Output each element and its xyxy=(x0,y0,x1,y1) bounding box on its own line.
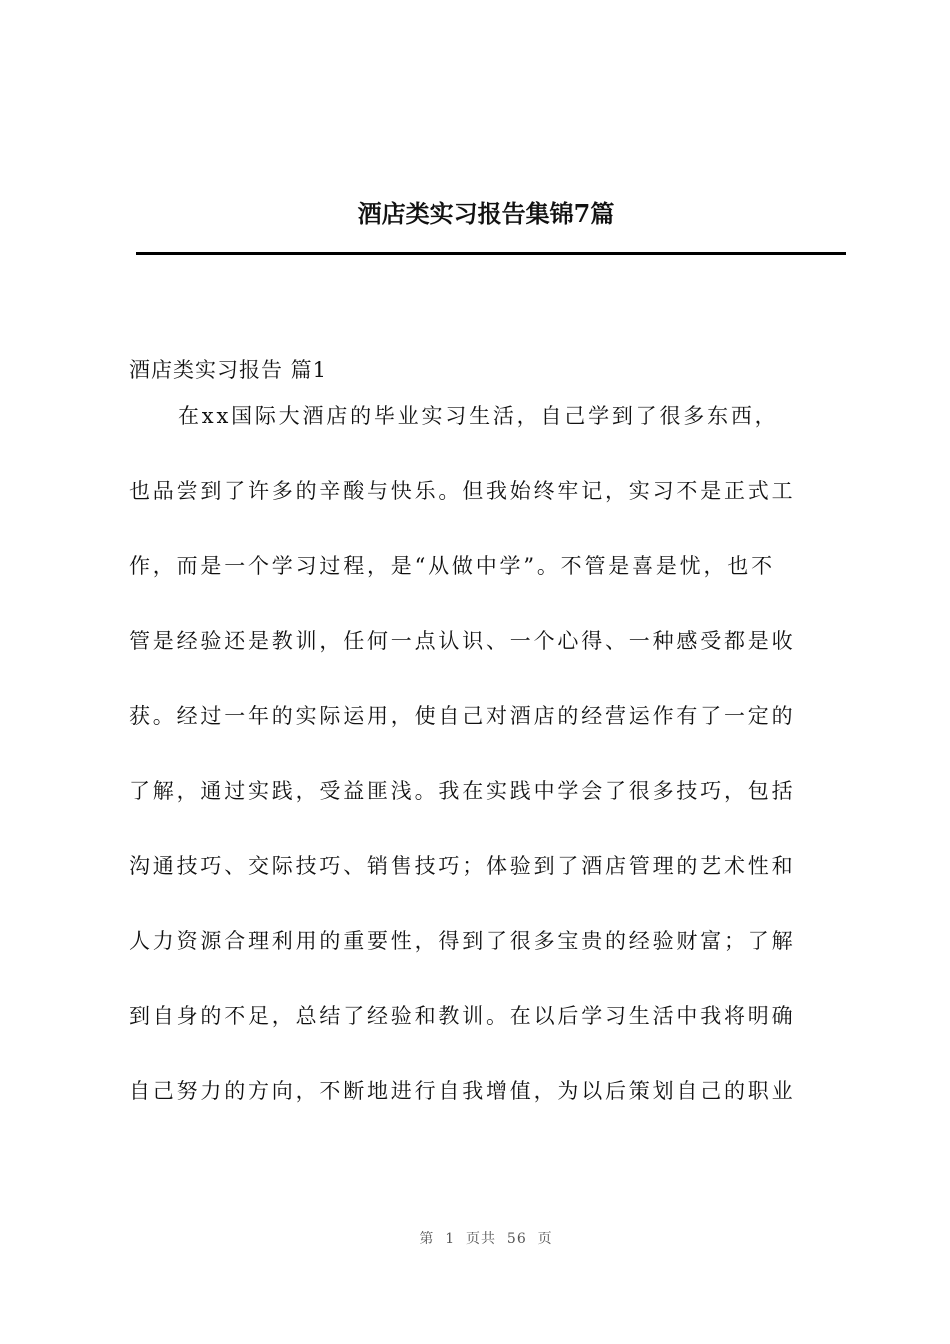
body-line: 了解，通过实践，受益匪浅。我在实践中学会了很多技巧，包括 xyxy=(129,779,796,803)
body-line: 也品尝到了许多的辛酸与快乐。但我始终牢记，实习不是正式工 xyxy=(129,479,796,503)
body-line: 管是经验还是教训，任何一点认识、一个心得、一种感受都是收 xyxy=(129,629,796,653)
body-line: 人力资源合理利用的重要性，得到了很多宝贵的经验财富；了解 xyxy=(129,929,796,953)
body-line: 到自身的不足，总结了经验和教训。在以后学习生活中我将明确 xyxy=(129,1004,796,1028)
body-line: 在xx国际大酒店的毕业实习生活，自己学到了很多东西， xyxy=(178,404,779,428)
page-title: 酒店类实习报告集锦7篇 xyxy=(357,199,615,228)
title-divider xyxy=(136,252,846,255)
page-footer: 第 1 页共 56 页 xyxy=(419,1231,553,1247)
section-heading: 酒店类实习报告 篇1 xyxy=(129,358,328,382)
body-text xyxy=(129,400,844,1150)
body-line: 作，而是一个学习过程，是“从做中学”。不管是喜是忧，也不 xyxy=(129,554,775,578)
body-line: 自己努力的方向，不断地进行自我增值，为以后策划自己的职业 xyxy=(129,1079,796,1103)
body-line: 沟通技巧、交际技巧、销售技巧；体验到了酒店管理的艺术性和 xyxy=(129,854,796,878)
body-line: 获。经过一年的实际运用，使自己对酒店的经营运作有了一定的 xyxy=(129,704,796,728)
